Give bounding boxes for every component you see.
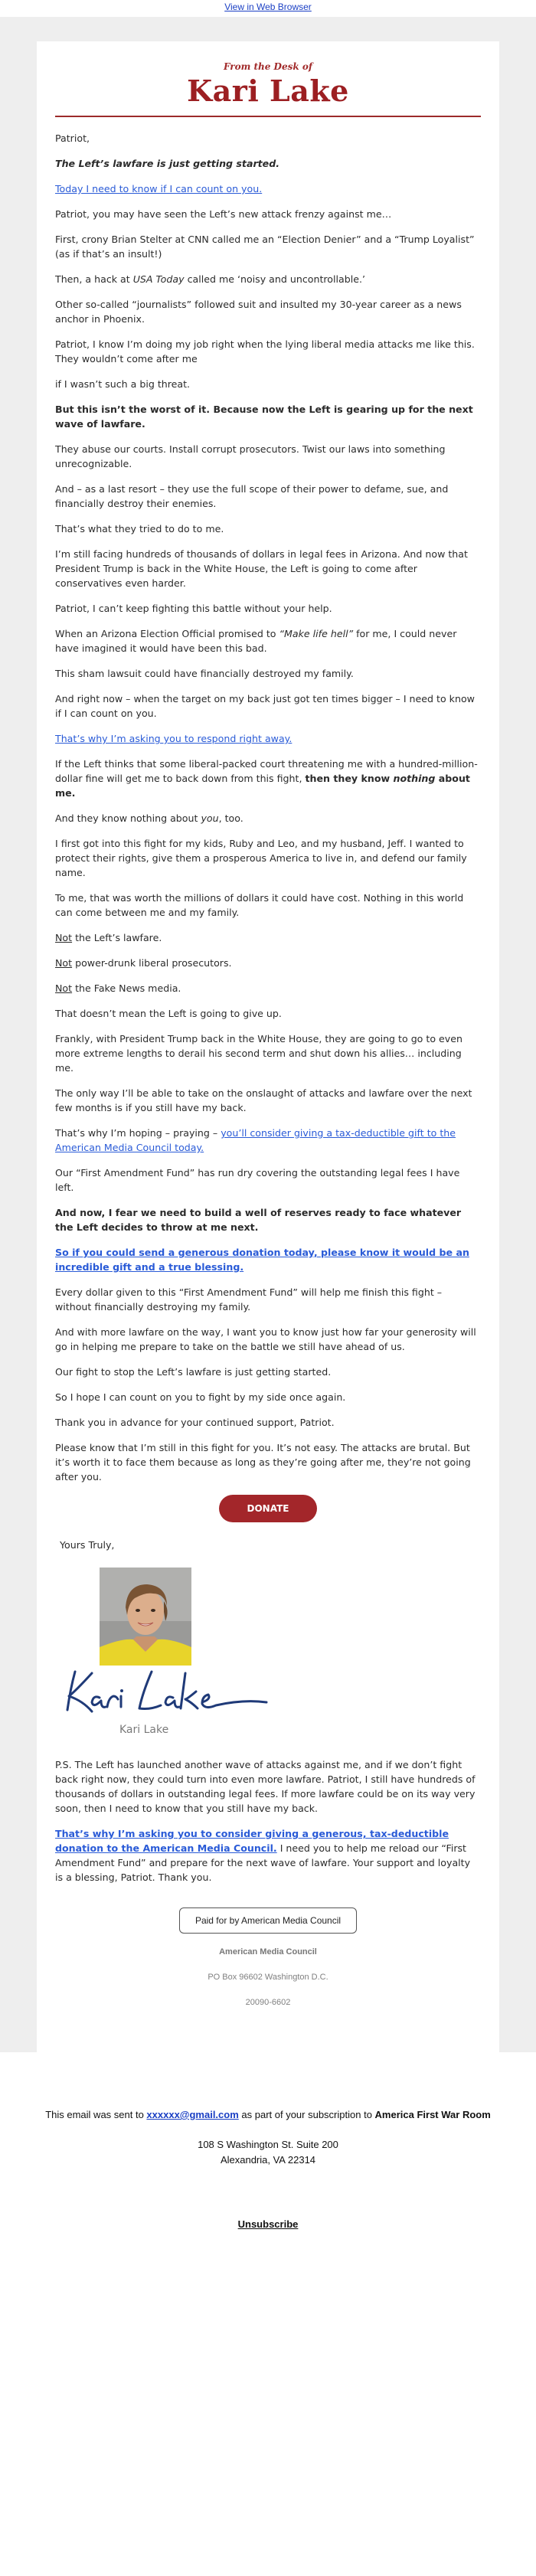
paragraph: Not power-drunk liberal prosecutors. xyxy=(55,957,232,969)
email-background xyxy=(0,17,536,2052)
paragraph: That doesn’t mean the Left is going to give up. xyxy=(55,1008,282,1019)
kari-lake-portrait xyxy=(100,1568,191,1666)
paragraph: And they know nothing about you, too. xyxy=(55,812,243,824)
paragraph: And right now – when the target on my back just got ten times bigger – I need to know if I can count on you. xyxy=(55,693,475,719)
closing: Yours Truly, xyxy=(60,1539,115,1551)
paragraph: If the Left thinks that some liberal-packed court threatening me with a hundred-million-dollar fine will get me to back down from this fight, then they know nothing about me. xyxy=(55,758,478,799)
subscription-notice: This email was sent to xxxxxx@gmail.com as part of your subscription to America First War Room xyxy=(45,2109,491,2120)
letter-body xyxy=(55,131,481,1484)
view-in-browser-bar xyxy=(0,0,536,17)
unsubscribe-link[interactable]: Unsubscribe xyxy=(237,2218,299,2230)
masthead xyxy=(55,52,481,108)
paragraph: Not the Left’s lawfare. xyxy=(55,932,162,943)
paragraph: I first got into this fight for my kids, Ruby and Leo, and my husband, Jeff. I wanted to protect their rights, give them a prosperous America to live in, and defend our family name. xyxy=(55,838,467,878)
paragraph: Thank you in advance for your continued support, Patriot. xyxy=(55,1417,335,1428)
paragraph: Patriot, I can’t keep fighting this battle without your help. xyxy=(55,603,332,614)
paragraph: Other so-called “journalists” followed suit and insulted my 30-year career as a news anchor in Phoenix. xyxy=(55,299,462,325)
paragraph: Not the Fake News media. xyxy=(55,982,181,994)
paragraph: Our “First Amendment Fund” has run dry covering the outstanding legal fees I have left. xyxy=(55,1167,460,1193)
org-address-line1: PO Box 96602 Washington D.C. xyxy=(208,1973,328,1982)
signature-block xyxy=(60,1666,481,1736)
donate-container xyxy=(55,1495,481,1522)
generous-donation-link[interactable]: So if you could send a generous donation today, please know it would be an incredible gift and a true blessing. xyxy=(55,1247,469,1273)
ps-paragraph: That’s why I’m asking you to consider giving a generous, tax-deductible donation to the American Media Council. I need you to help me reload our “First Amendment Fund” and prepare for the next wave of lawfare. Your support and loyalty is a blessing, Patriot. Thank you. xyxy=(55,1828,471,1883)
paragraph: And now, I fear we need to build a well of reserves ready to face whatever the Left decides to throw at me next. xyxy=(55,1207,462,1233)
paragraph: Patriot, you may have seen the Left’s new attack frenzy against me… xyxy=(55,208,392,220)
paragraph: First, crony Brian Stelter at CNN called me an “Election Denier” and a “Trump Loyalist” (as if that’s an insult!) xyxy=(55,234,475,260)
from-desk-label: From the Desk of xyxy=(223,61,313,72)
paragraph: That’s what they tried to do to me. xyxy=(55,523,224,534)
email-footer xyxy=(0,2052,536,2230)
paragraph: if I wasn’t such a big threat. xyxy=(55,378,191,390)
paragraph: This sham lawsuit could have financially destroyed my family. xyxy=(55,668,354,679)
recipient-email-link[interactable]: xxxxxx@gmail.com xyxy=(146,2109,239,2120)
signature-caption: Kari Lake xyxy=(119,1724,169,1736)
handwritten-signature xyxy=(60,1666,282,1719)
paragraph: Patriot, I know I’m doing my job right when the lying liberal media attacks me like this. They wouldn’t come after me xyxy=(55,338,475,364)
respond-right-away-link[interactable]: That’s why I’m asking you to respond right away. xyxy=(55,733,293,744)
paragraph: They abuse our courts. Install corrupt prosecutors. Twist our laws into something unrecognizable. xyxy=(55,443,446,469)
ps-donation-link[interactable]: That’s why I’m asking you to consider giving a generous, tax-deductible donation to the American Media Council. xyxy=(55,1828,449,1854)
paragraph: Every dollar given to this “First Amendment Fund” will help me finish this fight – without financially destroying my family. xyxy=(55,1286,443,1313)
org-address-line2: 20090-6602 xyxy=(245,1998,291,2007)
org-name: American Media Council xyxy=(219,1947,317,1957)
email-card xyxy=(37,41,499,2052)
paragraph: And with more lawfare on the way, I want you to know just how far your generosity will go in helping me prepare to take on the battle we still have ahead of us. xyxy=(55,1326,476,1352)
postscript xyxy=(55,1757,481,1885)
paragraph: Then, a hack at USA Today called me ‘noisy and uncontrollable.’ xyxy=(55,273,365,285)
donate-button[interactable]: DONATE xyxy=(219,1495,317,1522)
paid-for-container xyxy=(55,1907,481,1934)
paragraph: Please know that I’m still in this fight for you. It’s not easy. The attacks are brutal. But it’s worth it to face them because as long as they’re going after me, they’re not going after you. xyxy=(55,1442,471,1483)
paragraph: That’s why I’m hoping – praying – you’ll consider giving a tax-deductible gift to the American Media Council today. xyxy=(55,1127,456,1153)
view-in-browser-link[interactable]: View in Web Browser xyxy=(224,2,312,12)
paragraph: The only way I’ll be able to take on the onslaught of attacks and lawfare over the next few months is if you still have my back. xyxy=(55,1087,472,1113)
paid-for-disclaimer: Paid for by American Media Council xyxy=(179,1907,357,1934)
paragraph: And – as a last resort – they use the full scope of their power to defame, sue, and financially destroy their enemies. xyxy=(55,483,449,509)
paragraph: To me, that was worth the millions of dollars it could have cost. Nothing in this world can come between me and my family. xyxy=(55,892,464,918)
paragraph: I’m still facing hundreds of thousands of dollars in legal fees in Arizona. And now that President Trump is back in the White House, the Left is going to come after conservatives even harder. xyxy=(55,548,468,589)
paragraph: When an Arizona Election Official promised to “Make life hell” for me, I could never have imagined it would have been this bad. xyxy=(55,628,457,654)
masthead-name: Kari Lake xyxy=(187,74,349,108)
org-address xyxy=(55,1946,481,2009)
masthead-divider xyxy=(55,116,481,117)
greeting: Patriot, xyxy=(55,132,90,144)
paragraph: So I hope I can count on you to fight by my side once again. xyxy=(55,1391,346,1403)
count-on-you-link[interactable]: Today I need to know if I can count on you. xyxy=(55,183,263,195)
tax-deductible-gift-link[interactable]: you’ll consider giving a tax-deductible gift to the American Media Council today. xyxy=(55,1127,456,1153)
paragraph: Frankly, with President Trump back in the White House, they are going to go to even more extreme lengths to derail his second term and shut down his allies… including me. xyxy=(55,1033,462,1074)
lead-line: The Left’s lawfare is just getting started. xyxy=(55,158,280,169)
paragraph: Our fight to stop the Left’s lawfare is just getting started. xyxy=(55,1366,332,1378)
ps-paragraph: P.S. The Left has launched another wave of attacks against me, and if we don’t fight back right now, they could turn into even more lawfare. Patriot, I still have hundreds of thousands of dollars in outstanding legal fees. If more lawfare could be on its way very soon, then I need to know that you still have my back. xyxy=(55,1759,476,1814)
footer-address: 108 S Washington St. Suite 200 Alexandria, VA 22314 xyxy=(198,2139,338,2166)
paragraph: But this isn’t the worst of it. Because now the Left is gearing up for the next wave of lawfare. xyxy=(55,404,473,430)
